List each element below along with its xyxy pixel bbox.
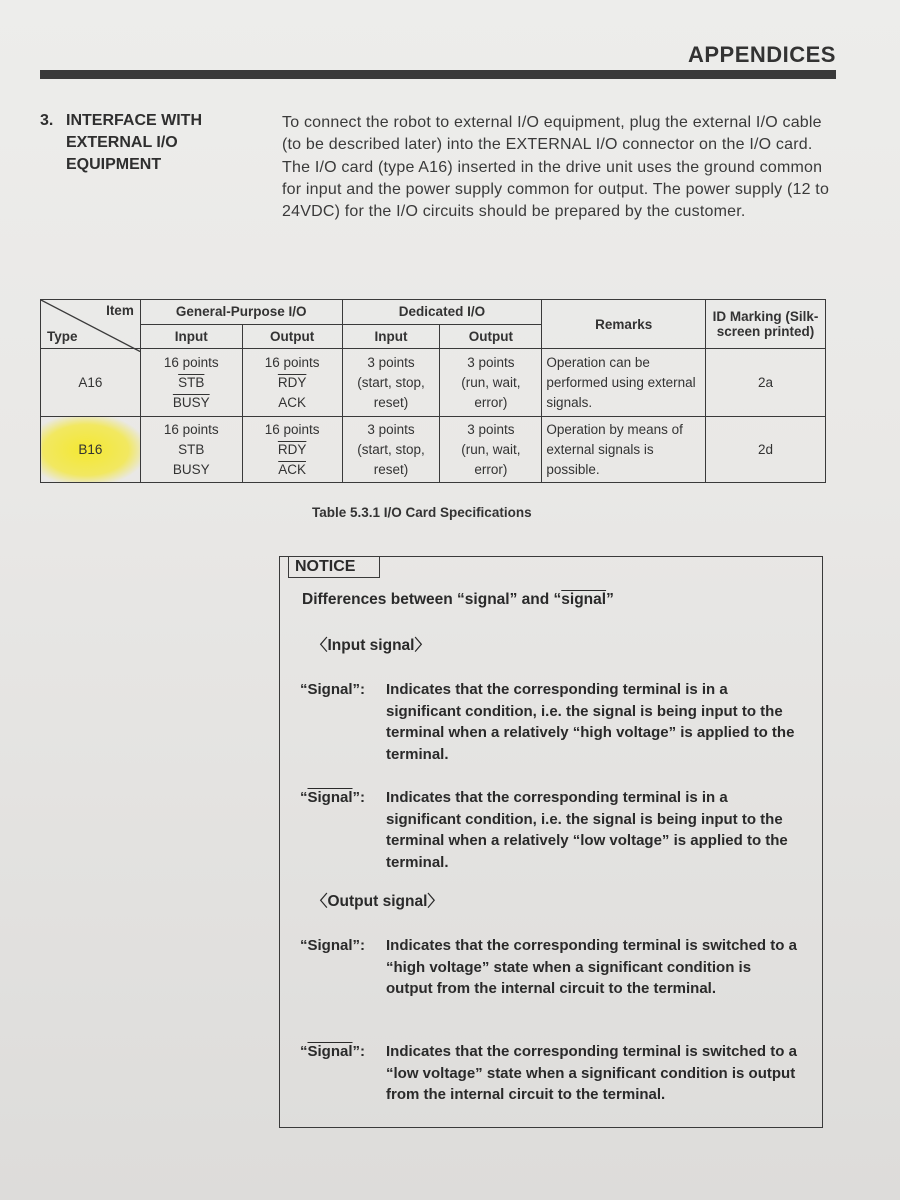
notice-tag: NOTICE: [288, 556, 380, 578]
output-signal-definition: “Signal”: Indicates that the corresponding terminal is switched to a “high voltage” state when a significant condition is output from the internal circuit to the terminal.: [300, 937, 797, 997]
header-ded-input: Input: [342, 324, 440, 349]
header-id-marking: ID Marking (Silk-screen printed): [706, 300, 826, 349]
header-gp-output: Output: [242, 324, 342, 349]
row-gp-output: 16 points $\overline{RDY}$ ACK: [242, 349, 342, 417]
notice-box: [279, 556, 823, 1128]
section-number: 3.: [40, 112, 54, 129]
header-title: APPENDICES: [687, 42, 836, 67]
table-header-row-1: [41, 300, 826, 325]
section-heading-line-3: EQUIPMENT: [66, 156, 162, 173]
row-gp-input: 16 points STB BUSY: [140, 417, 242, 483]
row-ded-output: 3 points (run, wait, error): [440, 349, 542, 417]
row-remarks: Operation can be performed using external signals.: [542, 349, 706, 417]
section-heading-line-2: EXTERNAL I/O: [66, 134, 178, 151]
header-ded-output: Output: [440, 324, 542, 349]
row-type-highlighted: B16: [41, 417, 141, 483]
intro-text: [282, 112, 838, 223]
row-ded-output: 3 points (run, wait, error): [440, 417, 542, 483]
table-row-a16: [41, 349, 826, 417]
row-remarks: Operation by means of external signals is possible.: [542, 417, 706, 483]
header-dedicated: Dedicated I/O: [342, 300, 542, 325]
input-signal-bar-definition: “Signal”: Indicates that the corresponding terminal is in a significant condition, i.e. the signal is being input to the terminal when a relatively “low voltage” is applied to the terminal.: [300, 789, 788, 871]
row-type: A16: [41, 349, 141, 417]
input-signal-title: 〈Input signal〉: [312, 637, 430, 654]
row-id-marking: 2d: [706, 417, 826, 483]
row-gp-input: 16 points $\overline{STB}$ BUSY: [140, 349, 242, 417]
output-signal-title: 〈Output signal〉: [312, 893, 443, 910]
header-general-purpose: General-Purpose I/O: [140, 300, 342, 325]
header-rule: [40, 70, 836, 79]
intro-paragraph-1: To connect the robot to external I/O equipment, plug the external I/O cable (to be described later) into the EXTERNAL I/O connector on the I/O card.: [282, 114, 822, 154]
row-ded-input: 3 points (start, stop, reset): [342, 349, 440, 417]
corner-item-label: Item: [106, 303, 134, 318]
header-remarks: Remarks: [542, 300, 706, 349]
table-caption: Table 5.3.1 I/O Card Specifications: [312, 505, 532, 520]
table-corner-cell: [41, 300, 141, 349]
term-signal: “Signal”:: [300, 937, 366, 954]
term-signal: “Signal”:: [300, 681, 366, 698]
section-heading: [40, 110, 240, 176]
io-card-spec-table: [40, 299, 826, 483]
section-heading-line-1: 3. INTERFACE WITH: [40, 110, 240, 132]
corner-type-label: Type: [47, 329, 78, 344]
output-signal-bar-definition: “Signal”: Indicates that the corresponding terminal is switched to a “low voltage” state when a significant condition is output from the internal circuit to the terminal.: [300, 1043, 797, 1103]
term-signal-bar: “Signal”:: [300, 1043, 366, 1060]
row-ded-input: 3 points (start, stop, reset): [342, 417, 440, 483]
input-signal-definition: “Signal”: Indicates that the corresponding terminal is in a significant condition, i.e. the signal is being input to the terminal when a relatively “high voltage” is applied to the terminal.: [300, 681, 795, 763]
intro-paragraph-2: The I/O card (type A16) inserted in the drive unit uses the ground common for input and the power supply common for output. The power supply (12 to 24VDC) for the I/O circuits should be prepared by the customer.: [282, 158, 830, 221]
table-row-b16: [41, 417, 826, 483]
row-gp-output: 16 points $\overline{RDY}$ $\overline{ACK}$: [242, 417, 342, 483]
term-signal-bar: “Signal”:: [300, 789, 366, 806]
row-id-marking: 2a: [706, 349, 826, 417]
header-gp-input: Input: [140, 324, 242, 349]
notice-heading: Differences between “signal” and “signal”: [302, 591, 614, 608]
